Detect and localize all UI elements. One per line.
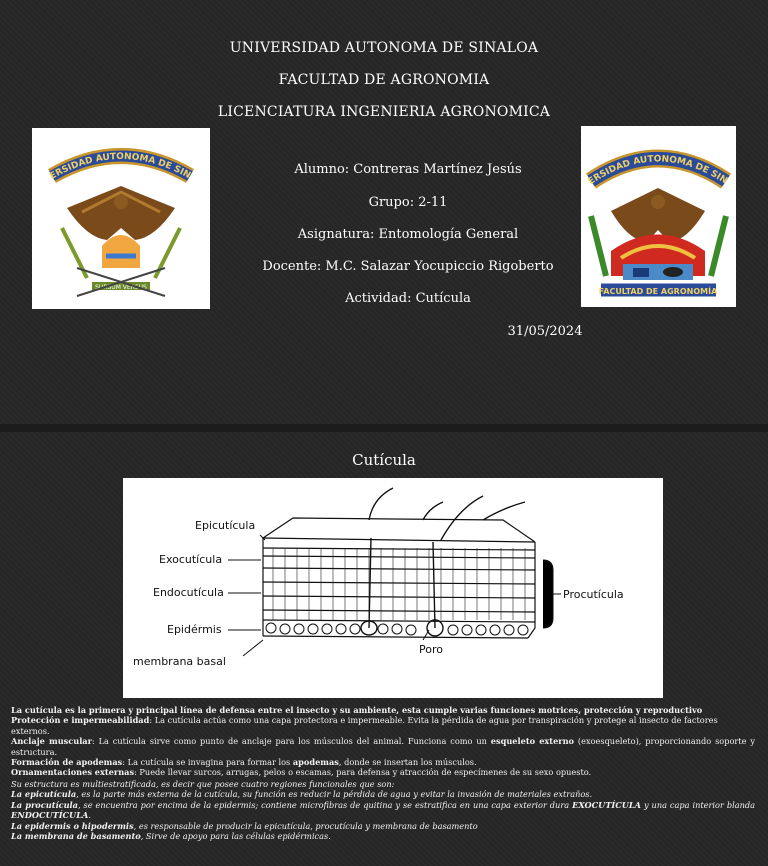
cuticle-diagram: [123, 478, 663, 698]
student-name: Alumno: Contreras Martínez Jesús: [294, 162, 522, 177]
faculty-emblem-icon: [581, 126, 736, 307]
eagle-emblem-icon: [32, 128, 210, 309]
svg-text:Procutícula: Procutícula: [563, 588, 624, 601]
slide-title: Cutícula: [352, 451, 416, 469]
svg-text:Endocutícula: Endocutícula: [153, 586, 224, 599]
svg-text:Epicutícula: Epicutícula: [195, 519, 256, 532]
function-apodemes: Formación de apodemas: La cutícula se invagina para formar los apodemas, donde se insertan los músculos.: [11, 757, 477, 768]
region-procuticle: La procutícula, se encuentra por encima de la epidermis; contiene microfibras de quitina y se estratifica en una capa exterior dura EXOCUTÍCULA y una capa interior blanda ENDOCUTÍCULA.: [11, 799, 755, 821]
slide-divider: [0, 424, 768, 432]
function-ornaments: Ornamentaciones externas: Puede llevar surcos, arrugas, pelos o escamas, para defensa y atracción de especímenes de su sexo opuesto.: [11, 767, 592, 778]
svg-text:UNIVERSIDAD AUTONOMA DE SINALO: ERSIDAD AUTONOMA DE SIN: [48, 151, 193, 182]
svg-text:membrana basal: membrana basal: [133, 655, 226, 668]
faculty-logo-right: [581, 126, 736, 307]
teacher: Docente: M.C. Salazar Yocupiccio Rigoberto: [262, 259, 554, 274]
svg-text:SURSUM VERSUS: SURSUM VERSUS: [95, 284, 147, 291]
university-logo-left: [32, 128, 210, 309]
region-epicuticle: La epicutícula, es la parte más externa de la cutícula, su función es reducir la pérdida de agua y evitar la invasión de materiales extraños.: [11, 789, 593, 800]
date: 31/05/2024: [507, 324, 583, 339]
group: Grupo: 2-11: [368, 195, 448, 210]
function-protection: Protección e impermeabilidad: La cutícula actúa como una capa protectora e impermeable. Evita la pérdida de agua por transpiración y protege al insecto de factores externos.: [11, 715, 718, 736]
degree-title: LICENCIATURA INGENIERIA AGRONOMICA: [217, 104, 551, 120]
function-anchoring: Anclaje muscular: La cutícula sirve como punto de anclaje para los músculos del animal. Funciona como un esqueleto externo (exoesqueleto), proporcionando soporte y estructura.: [11, 736, 755, 757]
svg-text:Epidérmis: Epidérmis: [167, 623, 222, 636]
svg-text:FACULTAD DE AGRONOMÍA: FACULTAD DE AGRONOMÍA: [598, 287, 718, 296]
region-epidermis: La epidermis o hipodermis, es responsable de producir la epicutícula, procutícula y membrana de basamento: [11, 820, 478, 831]
svg-text:Exocutícula: Exocutícula: [159, 553, 223, 566]
svg-text:UNIVERSIDAD AUTONOMA DE SINALO: ERSIDAD AUTONOMA DE SIN: [586, 154, 729, 188]
activity: Actividad: Cutícula: [345, 291, 471, 306]
university-title: UNIVERSIDAD AUTONOMA DE SINALOA: [229, 40, 539, 56]
subject: Asignatura: Entomología General: [297, 227, 519, 242]
cuticle-description: [11, 705, 755, 778]
intro-paragraph: La cutícula es la primera y principal línea de defensa entre el insecto y su ambiente, esta cumple varias funciones motrices, protección y reproductivo: [11, 705, 703, 715]
cuticle-cross-section-icon: [123, 478, 663, 698]
structure-description: [11, 779, 755, 841]
structure-intro: Su estructura es multiestratificada, es decir que posee cuatro regiones funcionales que son:: [11, 779, 395, 789]
svg-text:Poro: Poro: [419, 643, 443, 656]
faculty-title: FACULTAD DE AGRONOMIA: [278, 72, 490, 88]
region-basement-membrane: La membrana de basamento, Sirve de apoyo para las células epidérmicas.: [11, 831, 331, 842]
